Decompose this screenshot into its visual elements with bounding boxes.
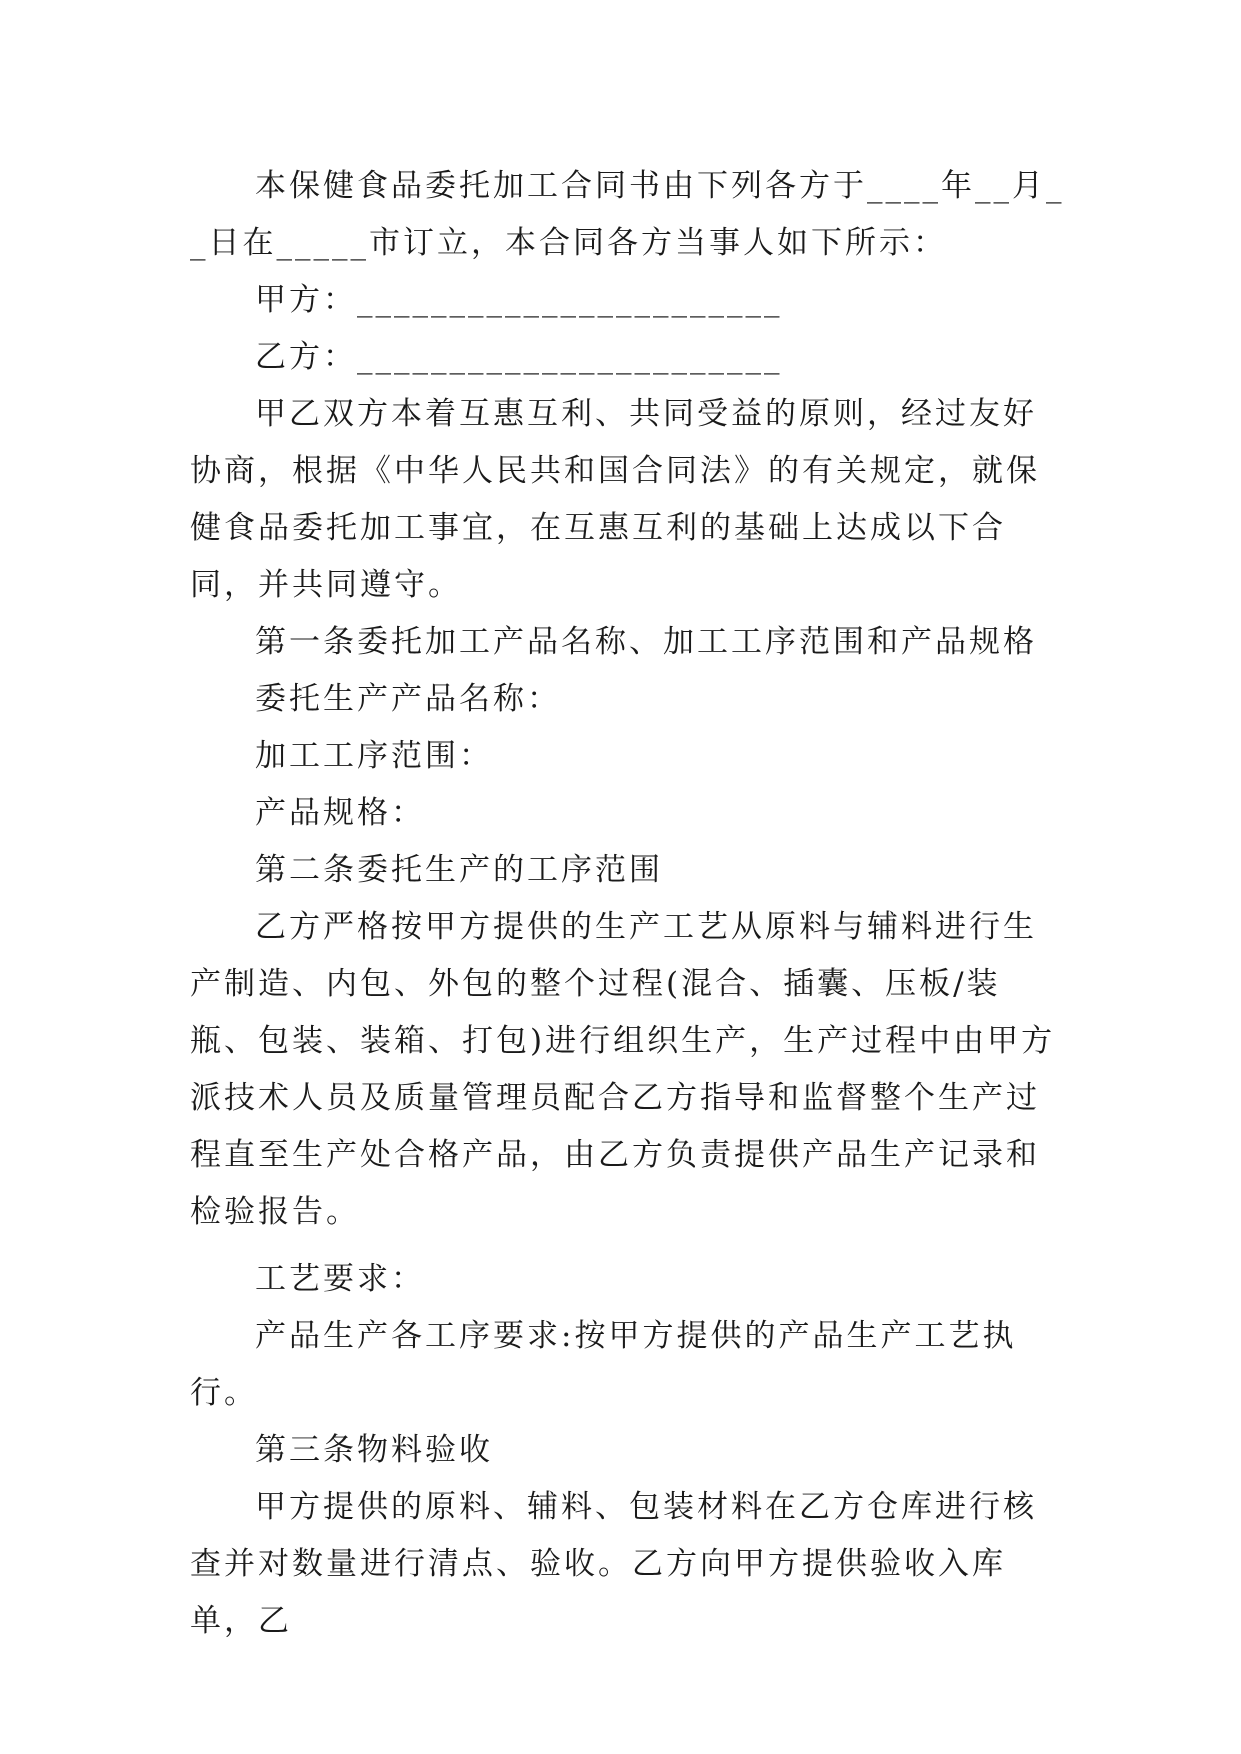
process-requirements-heading: 工艺要求： [255, 1261, 425, 1297]
article-2-paragraph: 乙方严格按甲方提供的生产工艺从原料与辅料进行生产制造、内包、外包的整个过程(混合、插囊、压板/装瓶、包装、装箱、打包)进行组织生产，生产过程中由甲方派技术人员及质量管理员配合乙方指导和监督整个生产过程直至生产处合格产品，由乙方负责提供产品生产记录和检验报告。 [190, 909, 1056, 1230]
preamble-paragraph: 甲乙双方本着互惠互利、共同受益的原则，经过友好协商，根据《中华人民共和国合同法》的有关规定，就保健食品委托加工事宜，在互惠互利的基础上达成以下合同，并共同遵守。 [190, 396, 1040, 603]
product-name-line: 委托生产产品名称： [255, 681, 561, 717]
process-scope-line: 加工工序范围： [255, 738, 493, 774]
process-requirements-line: 产品生产各工序要求:按甲方提供的产品生产工艺执行。 [190, 1318, 1017, 1411]
contract-body [190, 158, 1065, 1650]
product-spec-line: 产品规格： [255, 795, 425, 831]
intro-paragraph: 本保健食品委托加工合同书由下列各方于____年__月__日在_____市订立，本合同各方当事人如下所示： [190, 168, 1065, 261]
article-2-heading: 第二条委托生产的工序范围 [255, 852, 663, 888]
article-3-heading: 第三条物料验收 [255, 1432, 493, 1468]
article-1-heading: 第一条委托加工产品名称、加工工序范围和产品规格 [255, 624, 1037, 660]
party-a-line: 甲方：_______________________ [255, 282, 783, 318]
article-3-paragraph: 甲方提供的原料、辅料、包装材料在乙方仓库进行核查并对数量进行清点、验收。乙方向甲方提供验收入库单，乙 [190, 1489, 1037, 1639]
party-b-line: 乙方：_______________________ [255, 339, 783, 375]
